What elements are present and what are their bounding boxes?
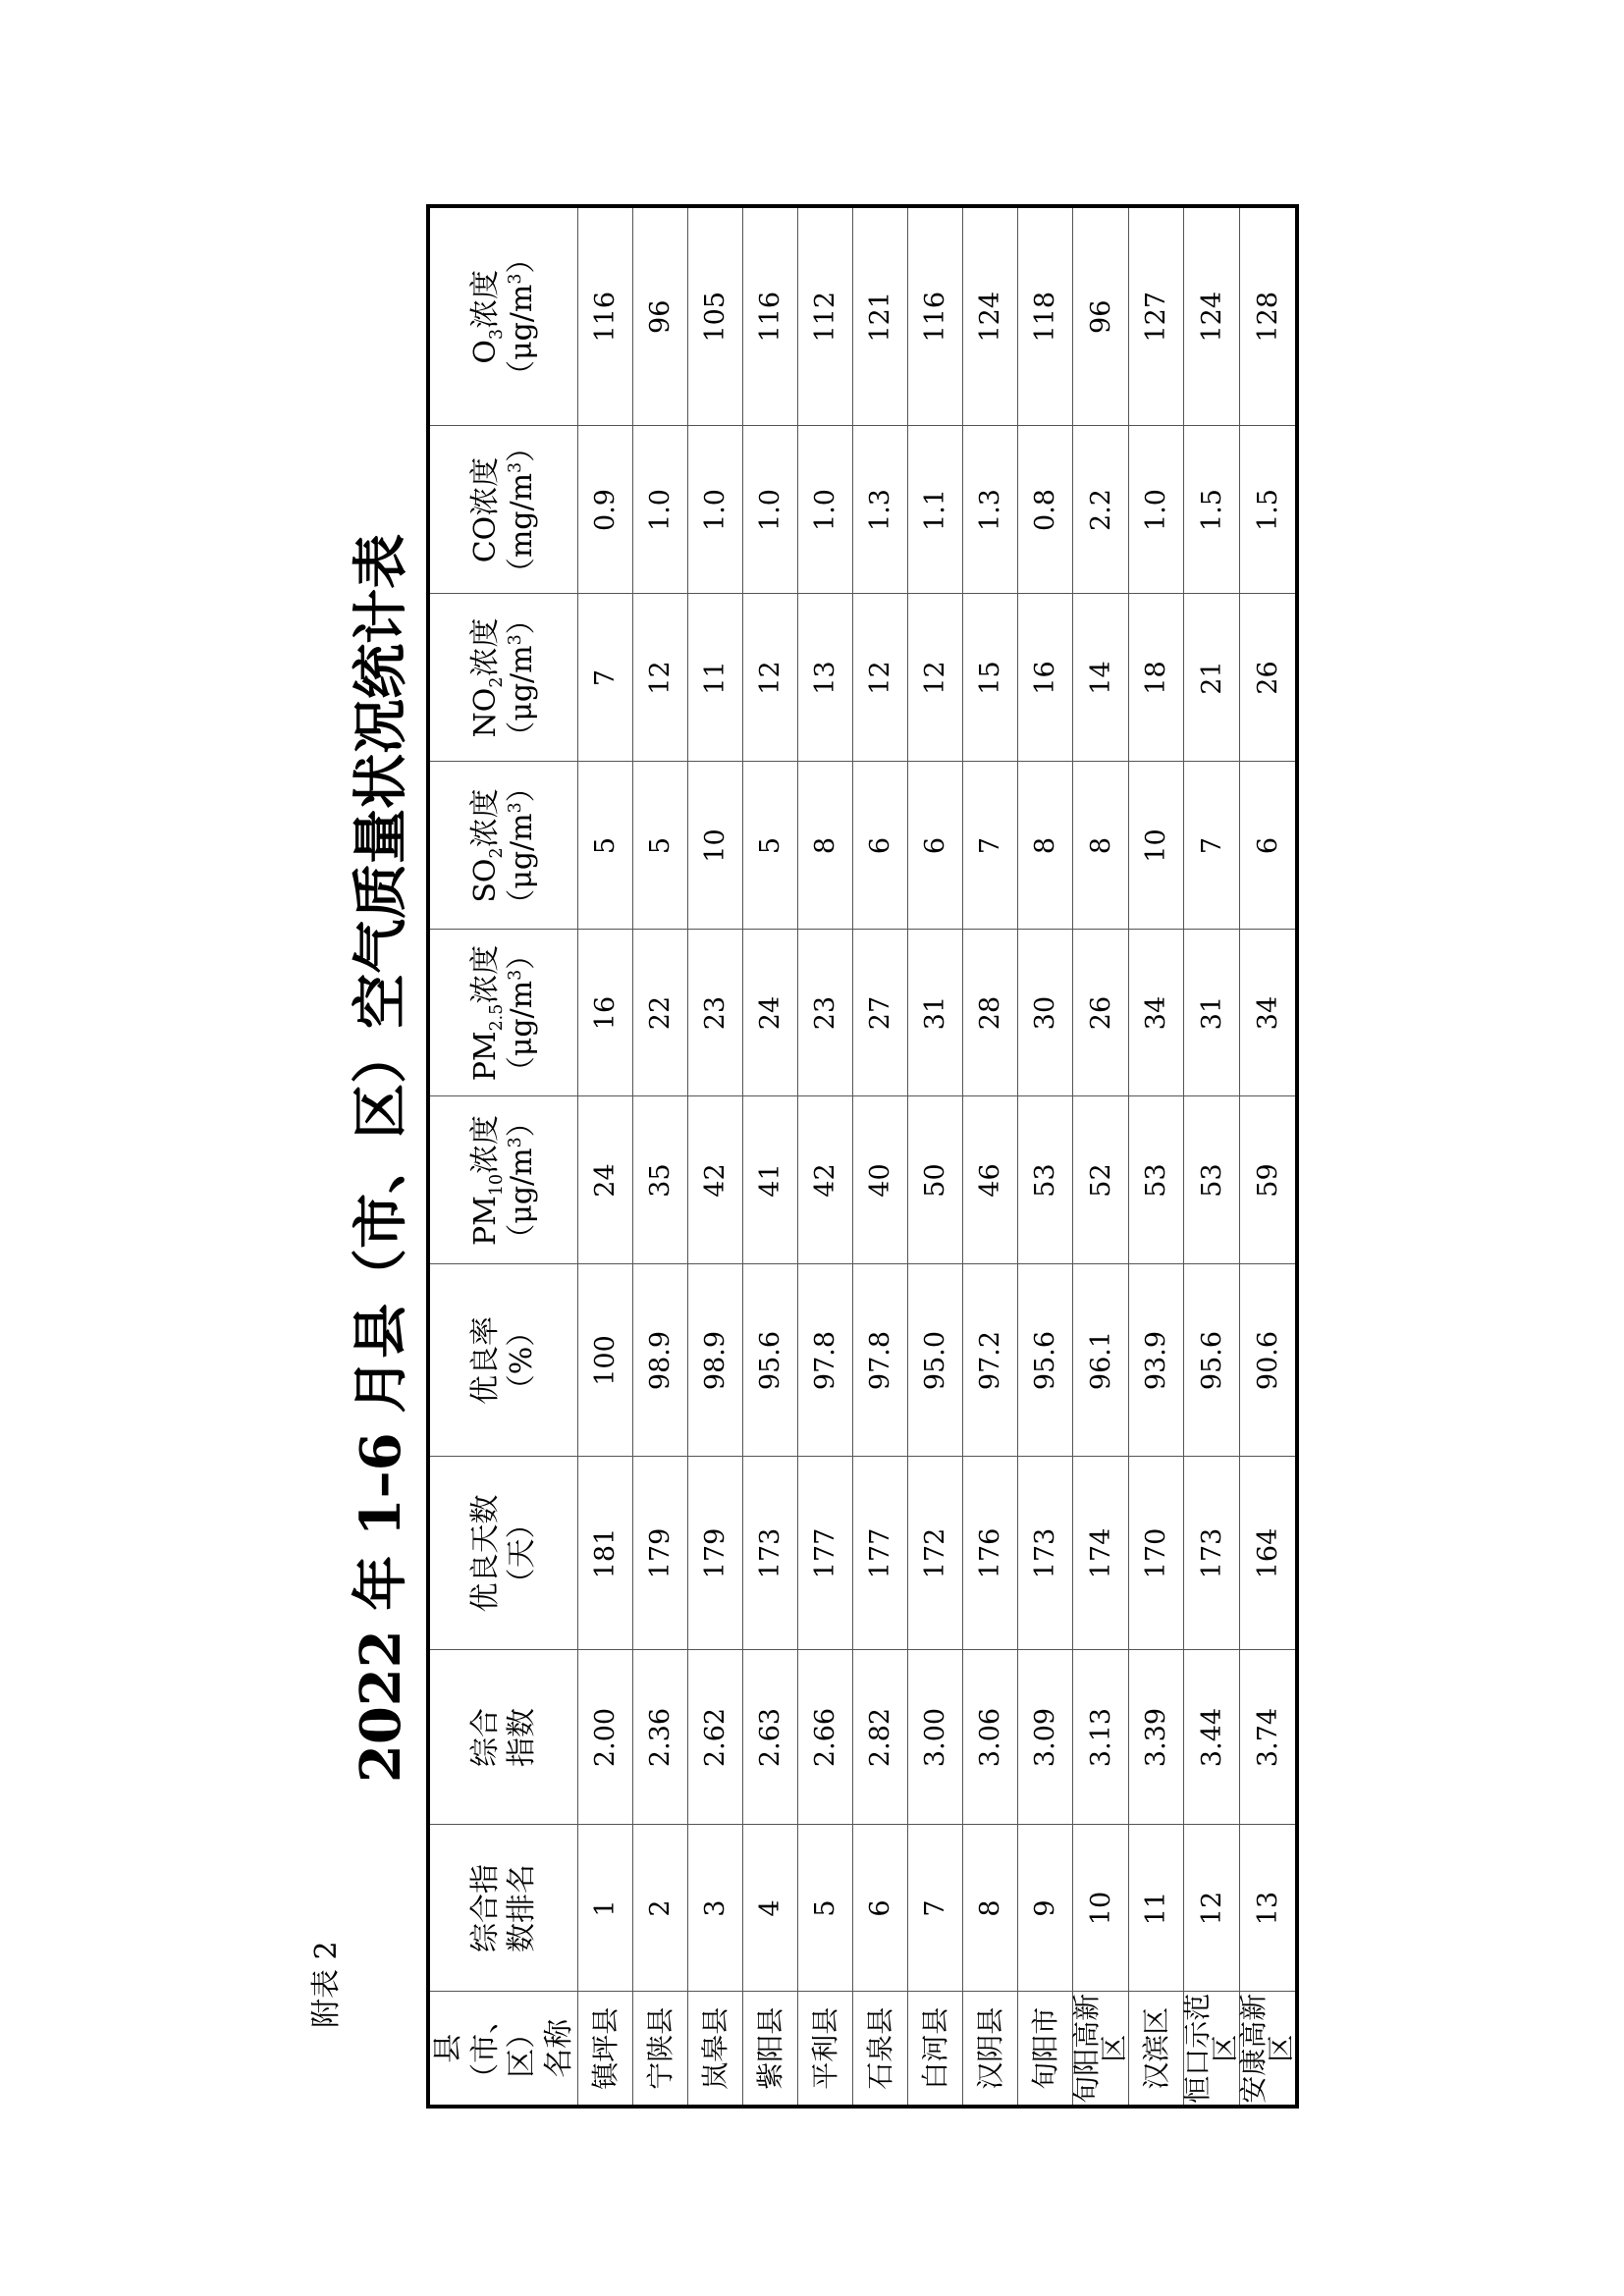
cell-name: 汉阴县 — [963, 1992, 1018, 2107]
cell-index: 2.00 — [578, 1650, 633, 1825]
cell-o3: 116 — [908, 206, 963, 426]
cell-rank: 5 — [798, 1825, 853, 1992]
cell-index: 3.13 — [1073, 1650, 1129, 1825]
cell-co: 1.0 — [688, 426, 743, 594]
header-o3: $O_3$浓度 $(\mu g/m^3)$ — [428, 206, 578, 426]
cell-good-rate: 90.6 — [1240, 1264, 1298, 1457]
cell-index: 2.62 — [688, 1650, 743, 1825]
cell-name: 白河县 — [908, 1992, 963, 2107]
cell-index: 3.39 — [1129, 1650, 1184, 1825]
cell-pm10: 41 — [743, 1096, 798, 1264]
cell-good-days: 174 — [1073, 1457, 1129, 1650]
cell-good-days: 164 — [1240, 1457, 1298, 1650]
cell-no2: 12 — [908, 594, 963, 762]
table-row — [1129, 206, 1184, 2107]
cell-so2: 7 — [963, 762, 1018, 930]
cell-pm25: 31 — [908, 930, 963, 1096]
header-co: CO浓度 $(mg/m^3)$ — [428, 426, 578, 594]
cell-co: 0.9 — [578, 426, 633, 594]
cell-index: 2.66 — [798, 1650, 853, 1825]
header-name: 县（市、区） 名称 — [428, 1992, 578, 2107]
header-good-days: 优良天数 （天） — [428, 1457, 578, 1650]
cell-pm10: 46 — [963, 1096, 1018, 1264]
cell-co: 1.1 — [908, 426, 963, 594]
table-body — [578, 206, 1298, 2107]
cell-co: 1.0 — [798, 426, 853, 594]
cell-co: 2.2 — [1073, 426, 1129, 594]
cell-index: 2.63 — [743, 1650, 798, 1825]
cell-so2: 8 — [798, 762, 853, 930]
cell-pm25: 27 — [853, 930, 908, 1096]
cell-good-days: 173 — [1018, 1457, 1073, 1650]
cell-pm10: 53 — [1018, 1096, 1073, 1264]
cell-name: 宁陕县 — [633, 1992, 688, 2107]
cell-no2: 11 — [688, 594, 743, 762]
cell-so2: 8 — [1018, 762, 1073, 930]
table-row — [853, 206, 908, 2107]
cell-rank: 11 — [1129, 1825, 1184, 1992]
table-row — [688, 206, 743, 2107]
cell-pm10: 35 — [633, 1096, 688, 1264]
cell-o3: 121 — [853, 206, 908, 426]
cell-o3: 96 — [1073, 206, 1129, 426]
cell-no2: 7 — [578, 594, 633, 762]
cell-pm25: 34 — [1129, 930, 1184, 1096]
cell-name: 安康高新区 — [1240, 1992, 1298, 2107]
cell-name: 镇坪县 — [578, 1992, 633, 2107]
cell-so2: 5 — [743, 762, 798, 930]
cell-co: 1.0 — [743, 426, 798, 594]
cell-index: 2.36 — [633, 1650, 688, 1825]
cell-rank: 3 — [688, 1825, 743, 1992]
cell-pm10: 52 — [1073, 1096, 1129, 1264]
cell-good-days: 181 — [578, 1457, 633, 1650]
cell-good-rate: 98.9 — [633, 1264, 688, 1457]
cell-good-days: 173 — [1184, 1457, 1240, 1650]
cell-o3: 112 — [798, 206, 853, 426]
cell-o3: 118 — [1018, 206, 1073, 426]
header-no2: $NO_2$浓度 $(\mu g/m^3)$ — [428, 594, 578, 762]
cell-good-rate: 97.2 — [963, 1264, 1018, 1457]
cell-good-rate: 93.9 — [1129, 1264, 1184, 1457]
cell-rank: 1 — [578, 1825, 633, 1992]
cell-so2: 6 — [853, 762, 908, 930]
cell-o3: 128 — [1240, 206, 1298, 426]
cell-o3: 105 — [688, 206, 743, 426]
cell-name: 恒口示范区 — [1184, 1992, 1240, 2107]
cell-pm10: 24 — [578, 1096, 633, 1264]
cell-o3: 116 — [578, 206, 633, 426]
cell-no2: 26 — [1240, 594, 1298, 762]
cell-rank: 6 — [853, 1825, 908, 1992]
cell-rank: 13 — [1240, 1825, 1298, 1992]
header-pm10: $PM_{10}$浓度 $(\mu g/m^3)$ — [428, 1096, 578, 1264]
table-row — [1018, 206, 1073, 2107]
cell-so2: 8 — [1073, 762, 1129, 930]
cell-good-rate: 95.6 — [1184, 1264, 1240, 1457]
cell-rank: 12 — [1184, 1825, 1240, 1992]
header-index: 综合 指数 — [428, 1650, 578, 1825]
table-row — [798, 206, 853, 2107]
cell-name: 岚皋县 — [688, 1992, 743, 2107]
cell-pm10: 53 — [1184, 1096, 1240, 1264]
cell-good-rate: 95.6 — [743, 1264, 798, 1457]
cell-co: 1.0 — [633, 426, 688, 594]
cell-index: 3.09 — [1018, 1650, 1073, 1825]
cell-rank: 10 — [1073, 1825, 1129, 1992]
cell-name: 旬阳高新区 — [1073, 1992, 1129, 2107]
header-row — [428, 206, 578, 2107]
cell-no2: 13 — [798, 594, 853, 762]
table-row — [963, 206, 1018, 2107]
cell-pm25: 30 — [1018, 930, 1073, 1096]
cell-pm25: 22 — [633, 930, 688, 1096]
cell-co: 0.8 — [1018, 426, 1073, 594]
cell-pm25: 23 — [798, 930, 853, 1096]
cell-good-days: 173 — [743, 1457, 798, 1650]
cell-pm10: 50 — [908, 1096, 963, 1264]
cell-pm10: 40 — [853, 1096, 908, 1264]
header-so2: $SO_2$浓度 $(\mu g/m^3)$ — [428, 762, 578, 930]
cell-so2: 6 — [1240, 762, 1298, 930]
cell-so2: 10 — [688, 762, 743, 930]
cell-no2: 12 — [853, 594, 908, 762]
cell-pm10: 53 — [1129, 1096, 1184, 1264]
cell-rank: 8 — [963, 1825, 1018, 1992]
cell-no2: 15 — [963, 594, 1018, 762]
cell-good-rate: 100 — [578, 1264, 633, 1457]
cell-good-rate: 97.8 — [853, 1264, 908, 1457]
cell-index: 3.44 — [1184, 1650, 1240, 1825]
cell-rank: 2 — [633, 1825, 688, 1992]
cell-so2: 10 — [1129, 762, 1184, 930]
cell-pm10: 42 — [688, 1096, 743, 1264]
cell-so2: 6 — [908, 762, 963, 930]
cell-so2: 5 — [578, 762, 633, 930]
cell-index: 2.82 — [853, 1650, 908, 1825]
cell-good-rate: 98.9 — [688, 1264, 743, 1457]
cell-good-days: 172 — [908, 1457, 963, 1650]
table-row — [908, 206, 963, 2107]
rotated-page-content — [342, 208, 1297, 2109]
cell-pm25: 24 — [743, 930, 798, 1096]
cell-co: 1.5 — [1184, 426, 1240, 594]
cell-good-days: 177 — [798, 1457, 853, 1650]
cell-name: 汉滨区 — [1129, 1992, 1184, 2107]
cell-o3: 116 — [743, 206, 798, 426]
cell-rank: 4 — [743, 1825, 798, 1992]
cell-good-days: 176 — [963, 1457, 1018, 1650]
cell-good-days: 179 — [633, 1457, 688, 1650]
cell-name: 平利县 — [798, 1992, 853, 2107]
cell-pm25: 23 — [688, 930, 743, 1096]
cell-so2: 7 — [1184, 762, 1240, 930]
cell-o3: 96 — [633, 206, 688, 426]
table-row — [1073, 206, 1129, 2107]
table-row — [633, 206, 688, 2107]
cell-index: 3.06 — [963, 1650, 1018, 1825]
cell-name: 石泉县 — [853, 1992, 908, 2107]
cell-pm25: 28 — [963, 930, 1018, 1096]
cell-index: 3.00 — [908, 1650, 963, 1825]
cell-co: 1.3 — [853, 426, 908, 594]
cell-o3: 124 — [1184, 206, 1240, 426]
cell-no2: 12 — [743, 594, 798, 762]
cell-o3: 124 — [963, 206, 1018, 426]
cell-good-rate: 95.6 — [1018, 1264, 1073, 1457]
cell-good-days: 179 — [688, 1457, 743, 1650]
table-row — [578, 206, 633, 2107]
cell-pm10: 59 — [1240, 1096, 1298, 1264]
header-pm25: $PM_{2.5}$浓度 $(\mu g/m^3)$ — [428, 930, 578, 1096]
cell-good-days: 170 — [1129, 1457, 1184, 1650]
cell-good-rate: 97.8 — [798, 1264, 853, 1457]
table-row — [1240, 206, 1298, 2107]
cell-name: 旬阳市 — [1018, 1992, 1073, 2107]
header-good-rate: 优良率 （%） — [428, 1264, 578, 1457]
cell-good-rate: 95.0 — [908, 1264, 963, 1457]
table-row — [1184, 206, 1240, 2107]
cell-index: 3.74 — [1240, 1650, 1298, 1825]
cell-co: 1.5 — [1240, 426, 1298, 594]
cell-pm25: 34 — [1240, 930, 1298, 1096]
cell-pm25: 31 — [1184, 930, 1240, 1096]
cell-no2: 18 — [1129, 594, 1184, 762]
header-rank: 综合指 数排名 — [428, 1825, 578, 1992]
air-quality-table — [426, 204, 1299, 2109]
cell-so2: 5 — [633, 762, 688, 930]
cell-good-days: 177 — [853, 1457, 908, 1650]
cell-pm25: 16 — [578, 930, 633, 1096]
cell-pm25: 26 — [1073, 930, 1129, 1096]
attachment-label: 附表 2 — [309, 1941, 344, 2028]
cell-pm10: 42 — [798, 1096, 853, 1264]
cell-no2: 21 — [1184, 594, 1240, 762]
document-title: 2022 年 1–6 月县（市、区）空气质量状况统计表 — [349, 533, 413, 1784]
cell-rank: 9 — [1018, 1825, 1073, 1992]
cell-no2: 16 — [1018, 594, 1073, 762]
cell-o3: 127 — [1129, 206, 1184, 426]
cell-no2: 12 — [633, 594, 688, 762]
cell-no2: 14 — [1073, 594, 1129, 762]
table-row — [743, 206, 798, 2107]
cell-co: 1.0 — [1129, 426, 1184, 594]
cell-co: 1.3 — [963, 426, 1018, 594]
cell-good-rate: 96.1 — [1073, 1264, 1129, 1457]
cell-name: 紫阳县 — [743, 1992, 798, 2107]
cell-rank: 7 — [908, 1825, 963, 1992]
